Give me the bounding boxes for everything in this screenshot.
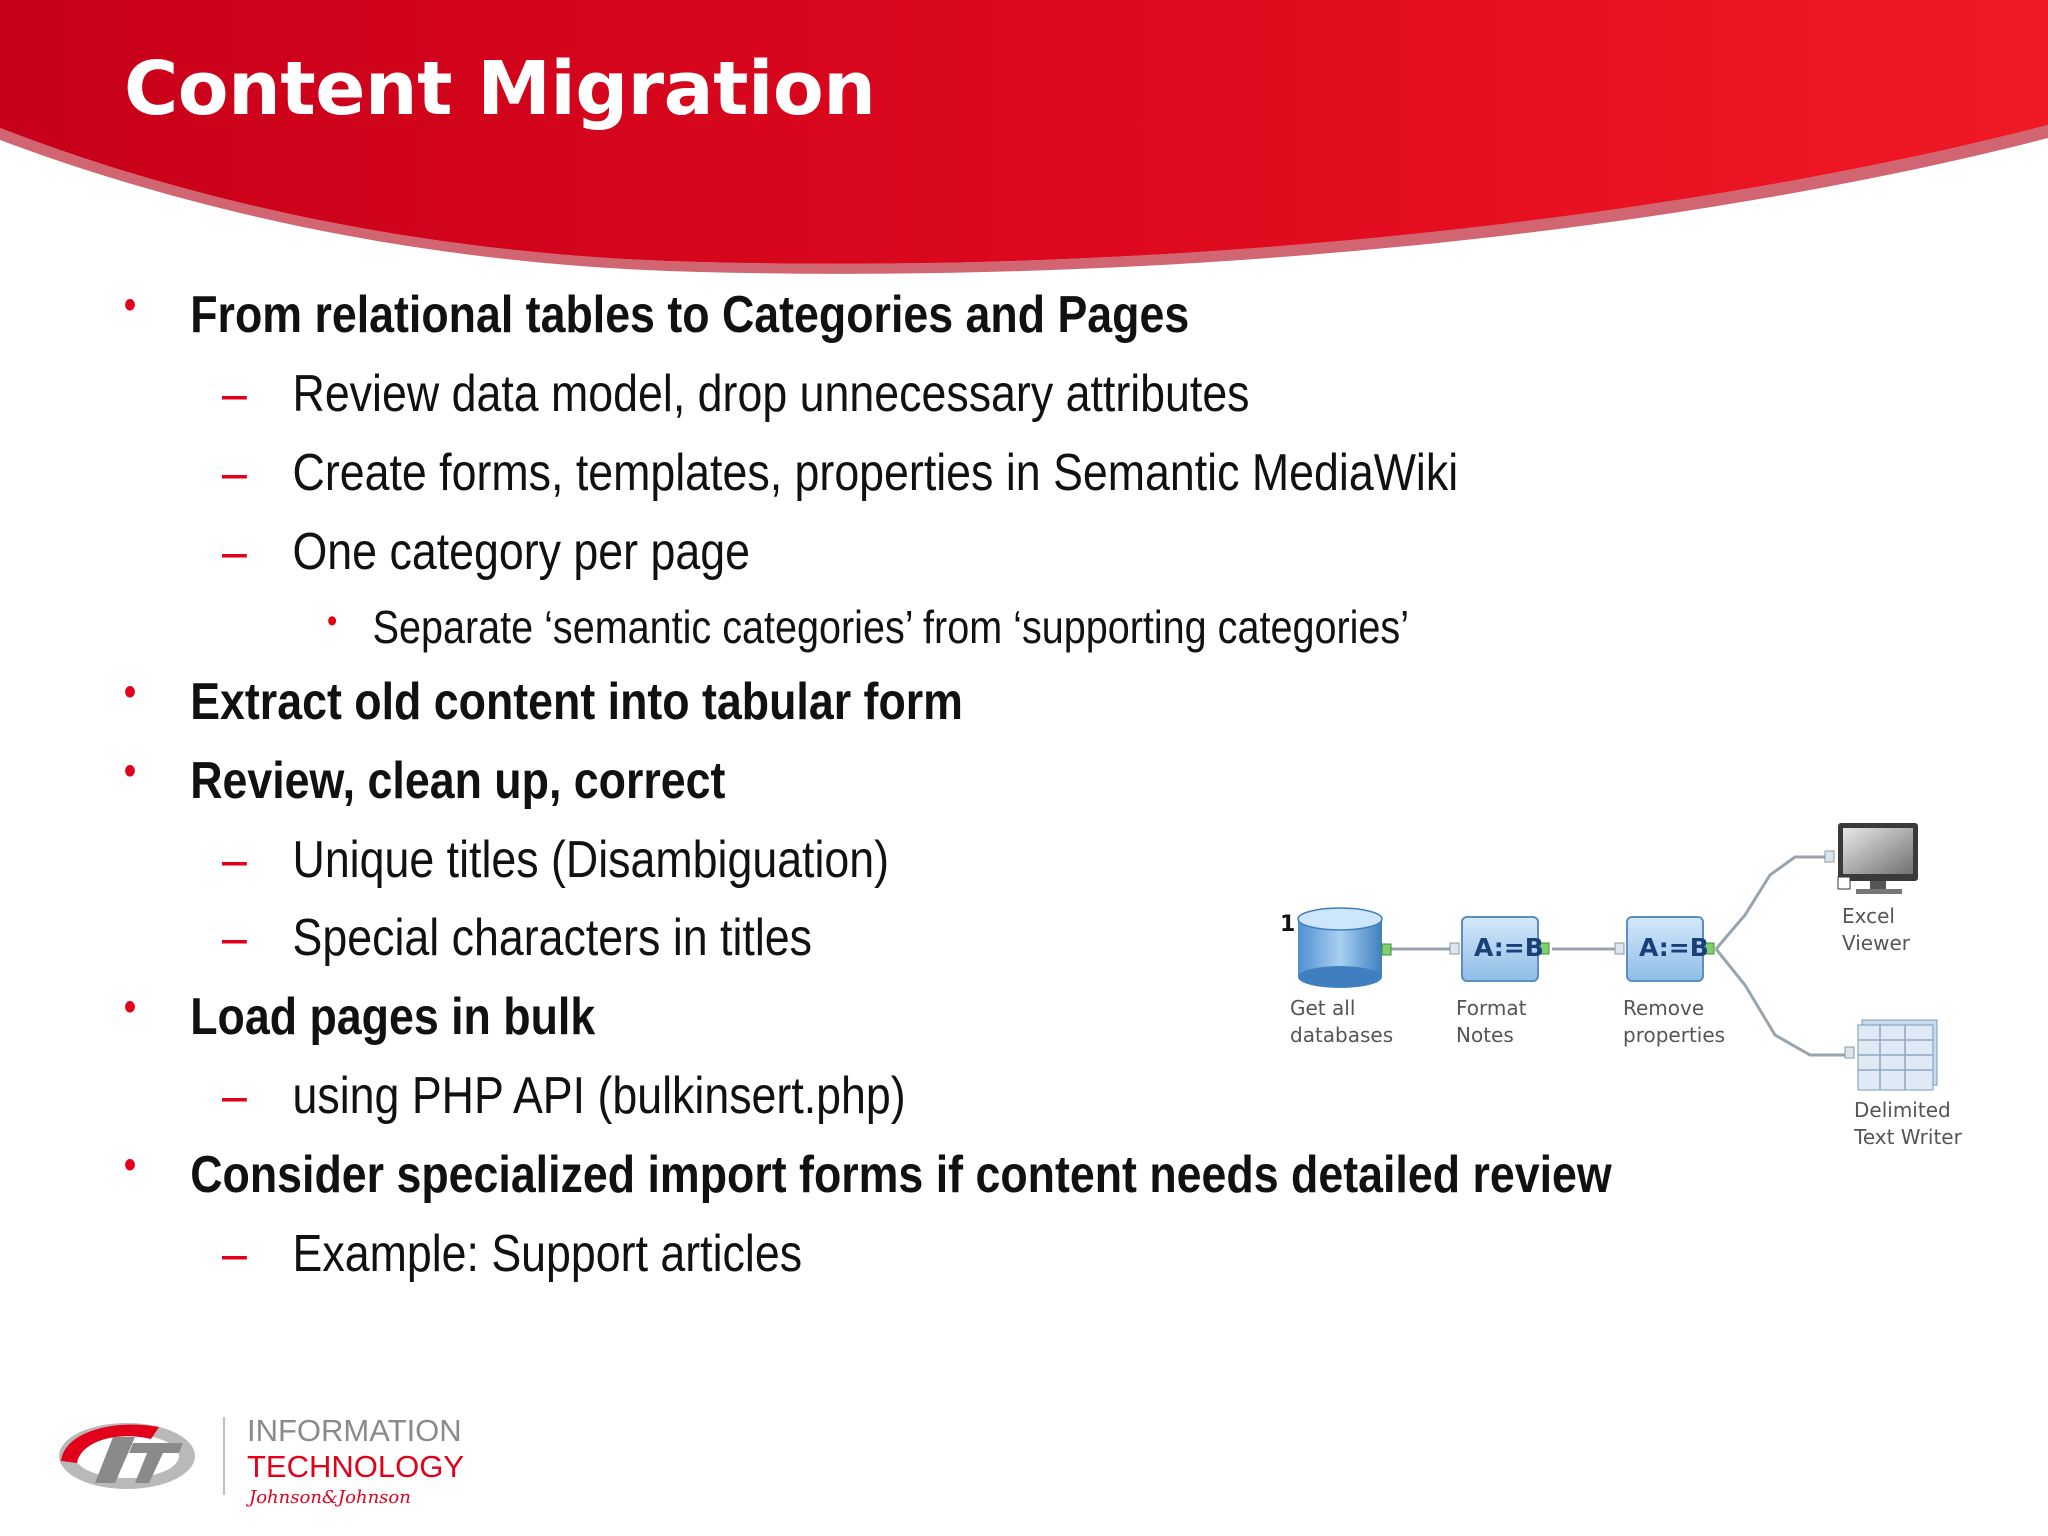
- dash-marker: –: [222, 444, 247, 502]
- node-label-format-notes: Format Notes: [1456, 996, 1527, 1047]
- bullet-marker: •: [327, 602, 338, 640]
- dash-marker: –: [222, 1225, 247, 1283]
- node-symbol: A:=B: [1474, 933, 1544, 962]
- database-icon: [1298, 908, 1391, 988]
- dash-marker: –: [222, 523, 247, 581]
- bullet-marker: •: [124, 670, 137, 714]
- bullet-text: One category per page: [292, 523, 750, 581]
- node-label-get-all-databases: Get all databases: [1290, 996, 1394, 1047]
- company-logo: [55, 1405, 505, 1525]
- bullet-text: Separate ‘semantic categories’ from ‘supporting categories’: [372, 601, 1409, 653]
- workflow-diagram: [1270, 815, 1980, 1160]
- bullet-marker: •: [124, 985, 137, 1029]
- dash-marker: –: [222, 909, 247, 967]
- bullet-text: Load pages in bulk: [190, 988, 596, 1046]
- logo-line2: TECHNOLOGY: [247, 1449, 465, 1484]
- bullet-text: Review, clean up, correct: [190, 752, 726, 810]
- node-label-delimited-text-writer: Delimited Text Writer: [1854, 1098, 1962, 1149]
- dash-marker: –: [222, 831, 247, 889]
- bullet-text: Special characters in titles: [292, 909, 813, 967]
- slide-title: Content Migration: [124, 46, 876, 132]
- bullet-text: From relational tables to Categories and Pages: [190, 286, 1190, 344]
- node-symbol: A:=B: [1639, 933, 1709, 962]
- bullet-text: Example: Support articles: [292, 1225, 803, 1283]
- bullet-text: Create forms, templates, properties in Semantic MediaWiki: [292, 444, 1459, 502]
- bullet-marker: •: [124, 749, 137, 793]
- bullet-text: Review data model, drop unnecessary attributes: [292, 365, 1250, 423]
- monitor-icon: [1825, 823, 1918, 894]
- bullet-text: using PHP API (bulkinsert.php): [292, 1067, 906, 1125]
- logo-divider: [223, 1417, 225, 1495]
- bullet-text: Unique titles (Disambiguation): [292, 831, 890, 889]
- logo-line3: Johnson&Johnson: [249, 1487, 411, 1508]
- node-label-excel-viewer: Excel Viewer: [1842, 904, 1910, 955]
- dash-marker: –: [222, 1067, 247, 1125]
- step-number: 1: [1280, 912, 1296, 937]
- dash-marker: –: [222, 365, 247, 423]
- bullet-marker: •: [124, 283, 137, 327]
- bullet-text: Extract old content into tabular form: [190, 673, 963, 731]
- header-band: [0, 0, 2048, 300]
- spreadsheet-icon: [1845, 1020, 1937, 1090]
- logo-line1: INFORMATION: [247, 1413, 462, 1448]
- node-label-remove-properties: Remove properties: [1623, 996, 1726, 1047]
- bullet-marker: •: [124, 1143, 137, 1187]
- it-logo-icon: [55, 1413, 205, 1503]
- bullet-text: Consider specialized import forms if content needs detailed review: [190, 1146, 1612, 1204]
